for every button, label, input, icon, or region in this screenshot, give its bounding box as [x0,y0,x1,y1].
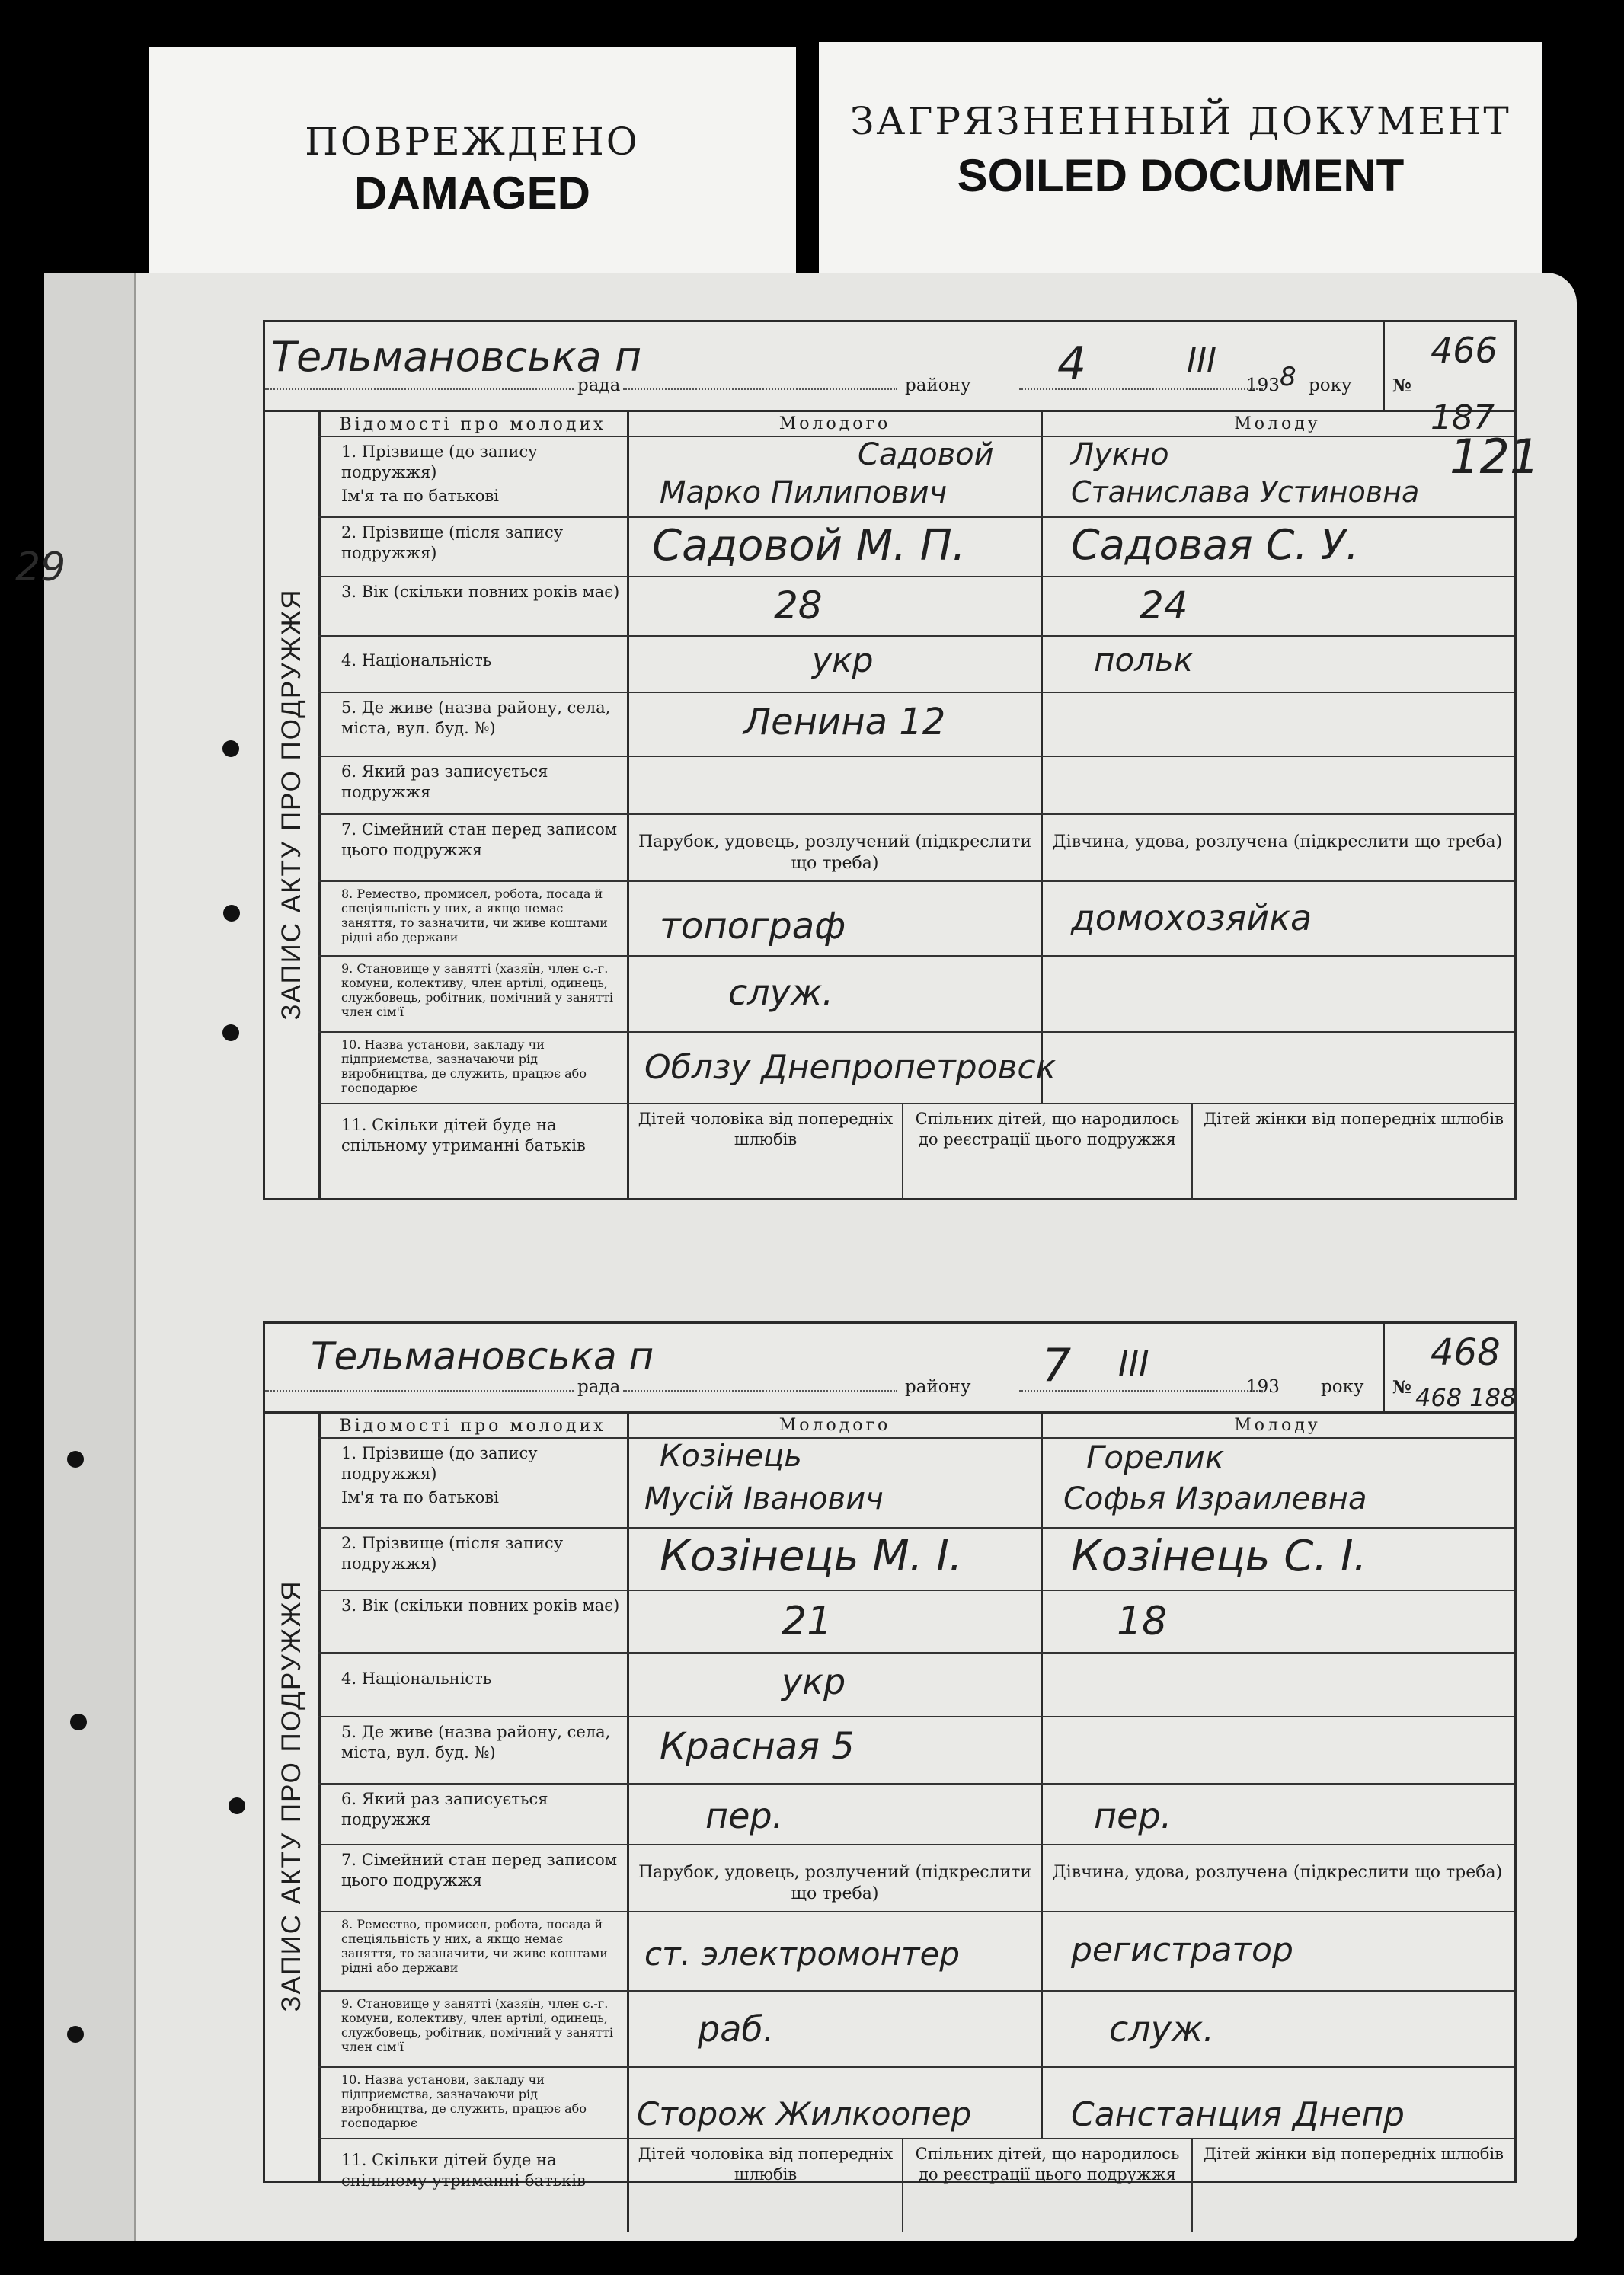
roku-label: року [1321,1377,1364,1397]
row-4 [318,635,1514,693]
row-7-label: 7. Сімейний стан перед записом цього подружжя [318,1845,629,1912]
date-day: 4 [1057,337,1087,391]
date-day: 7 [1042,1339,1072,1392]
bride-marital-status: Дівчина, удова, розлучена (підкреслити що треба) [1052,832,1503,852]
year-prefix: 193 [1246,1377,1280,1397]
row-6-label: 6. Який раз записується подружжя [318,1785,629,1845]
column-label-header: Відомості про молодих [318,1411,629,1437]
column-header-row [318,410,1514,436]
side-title-column [265,410,321,1198]
column-groom-header: Молодого [629,1411,1043,1437]
row-3-label: 3. Вік (скільки повних років має) [318,1591,629,1654]
groom-marital-status: Парубок, удовець, розлучений (підкреслити що треба) [638,832,1032,873]
row-4-label: 4. Національність [318,1654,629,1717]
row-1 [318,1437,1514,1529]
column-bride-header: Молоду [1234,1416,1321,1435]
row-4-label: 4. Національність [318,637,629,693]
side-title: ЗАПИС АКТУ ПРО ПОДРУЖЖЯ [277,1580,306,2012]
kids-common: Спільних дітей, що народилось до реєстрації цього подружжя [903,2139,1193,2232]
record-number-tertiary: 121 [1450,429,1540,484]
row-6 [318,756,1514,815]
row-1b-label: Ім'я та по батькові [341,487,499,505]
groom-surname-before: Садовой [858,437,994,472]
rada-name: Тельмановська п [271,333,642,381]
rayonu-label: району [905,375,971,395]
row-7 [318,813,1514,882]
bride-occupation: регистратор [1071,1931,1293,1970]
row-11 [318,1103,1514,1200]
bride-times: пер. [1094,1795,1172,1836]
roku-label: року [1309,375,1352,395]
damaged-label-en: DAMAGED [354,168,590,219]
groom-nationality: укр [782,1661,846,1702]
groom-nationality: укр [812,641,874,680]
year-prefix: 193 [1246,375,1280,395]
row-1-label [318,1439,629,1529]
row-1a-label: 1. Прізвище (до запису подружжя) [341,443,538,481]
bride-names [1041,1439,1514,1529]
row-9 [318,955,1514,1033]
record-grid [318,410,1514,1198]
marriage-record-1 [263,320,1540,1200]
row-6-label: 6. Який раз записується подружжя [318,757,629,815]
bride-surname-before: Лукно [1071,437,1169,472]
column-label-header: Відомості про молодих [318,410,629,436]
bride-institution: Санстанция Днепр [1071,2095,1405,2134]
column-groom-header: Молодого [629,410,1043,436]
bride-surname-after: Козінець С. І. [1071,1532,1367,1581]
row-7 [318,1844,1514,1912]
groom-institution: Облзу Днепропетровск [644,1048,1057,1087]
groom-institution: Сторож Жилкоопер [637,2095,972,2133]
groom-surname-after: Козінець М. І. [660,1532,963,1581]
row-8 [318,1911,1514,1992]
row-7-label: 7. Сімейний стан перед записом цього подружжя [318,815,629,882]
row-10-label: 10. Назва установи, закладу чи підприємства, зазначаючи рід виробництва, де служить, працює або господарює [318,1033,629,1104]
record-number-box [1383,322,1514,437]
row-4 [318,1652,1514,1717]
row-2-label: 2. Прізвище (після запису подружжя) [318,1529,629,1591]
bride-age: 18 [1117,1599,1168,1644]
groom-age: 28 [774,583,823,628]
bride-position: служ. [1109,2008,1214,2050]
groom-times: пер. [705,1795,784,1836]
row-9-label: 9. Становище у занятті (хазяїн, член с.-г. комуни, колективу, член артілі, одинець, службовець, робітник, помічний у занятті член сім'ї [318,957,629,1033]
row-2-label: 2. Прізвище (після запису подружжя) [318,518,629,577]
groom-position: раб. [698,2008,775,2050]
bride-occupation: домохозяйка [1071,897,1312,938]
row-11-label: 11. Скільки дітей буде на спільному утриманні батьків [318,1104,629,1200]
groom-age: 21 [782,1599,833,1644]
groom-residence: Красная 5 [660,1725,855,1768]
groom-surname-after: Садовой М. П. [652,521,966,570]
groom-names [629,437,1043,518]
punch-hole [67,1451,84,1468]
record-number: 468 [1431,1331,1501,1374]
row-10 [318,1031,1514,1104]
groom-occupation: топограф [660,905,846,947]
kids-groom: Дітей чоловіка від попередніх шлюбів [629,1104,903,1200]
row-11-label: 11. Скільки дітей буде на спільному утриманні батьків [318,2139,629,2232]
soiled-label-card [819,42,1542,286]
bride-marital-status: Дівчина, удова, розлучена (підкреслити що треба) [1052,1863,1503,1882]
record-number-secondary: 468 188 [1415,1383,1517,1412]
row-9 [318,1990,1514,2068]
kids-bride: Дітей жінки від попередніх шлюбів [1204,1110,1504,1128]
soiled-label-en: SOILED DOCUMENT [957,150,1405,201]
kids-bride: Дітей жінки від попередніх шлюбів [1204,2145,1504,2163]
row-3-label: 3. Вік (скільки повних років має) [318,577,629,637]
row-1a-label: 1. Прізвище (до запису подружжя) [341,1444,538,1483]
damaged-label-ru: ПОВРЕЖДЕНО [305,120,640,164]
record-grid [318,1411,1514,2190]
punch-hole [223,905,240,922]
row-6 [318,1783,1514,1845]
row-10-label: 10. Назва установи, закладу чи підприємства, зазначаючи рід виробництва, де служить, працює або господарює [318,2068,629,2139]
row-3 [318,576,1514,637]
row-3 [318,1590,1514,1654]
kids-groom: Дітей чоловіка від попередніх шлюбів [629,2139,903,2232]
soiled-label-ru: ЗАГРЯЗНЕННЫЙ ДОКУМЕНТ [850,99,1511,143]
year-suffix: 8 [1280,362,1296,392]
margin-note: 29 [15,545,66,590]
date-month: III [1118,1343,1149,1384]
punch-hole [222,1024,239,1041]
number-sign: № [1392,375,1411,396]
groom-occupation: ст. электромонтер [644,1935,960,1973]
column-header-row [318,1411,1514,1437]
row-5-label: 5. Де живе (назва району, села, міста, вул. буд. №) [318,693,629,757]
punch-hole [70,1714,87,1730]
punch-hole [67,2026,84,2043]
bride-name: Станислава Устиновна [1071,475,1420,509]
column-bride-header: Молоду [1234,414,1321,433]
record-number-secondary: 187 [1431,398,1495,437]
row-1-label [318,437,629,518]
row-5 [318,692,1514,757]
groom-marital-status: Парубок, удовець, розлучений (підкреслити що треба) [638,1863,1032,1903]
punch-hole [229,1797,245,1814]
row-2 [318,1527,1514,1591]
row-8 [318,880,1514,957]
row-8-label: 8. Ремество, промисел, робота, посада й спеціяльність у них, а якщо немає заняття, то зазначити, чи живе коштами рідні або держави [318,882,629,957]
record-number-box [1383,1324,1517,1412]
groom-names [629,1439,1043,1529]
row-1 [318,436,1514,518]
rada-label: рада [577,1377,621,1397]
rada-label: рада [577,375,621,395]
side-title: ЗАПИС АКТУ ПРО ПОДРУЖЖЯ [277,587,306,1021]
row-10 [318,2066,1514,2139]
rayonu-label: району [905,1377,971,1397]
row-8-label: 8. Ремество, промисел, робота, посада й спеціяльність у них, а якщо немає заняття, то зазначити, чи живе коштами рідні або держави [318,1912,629,1992]
marriage-record-2 [263,1321,1517,2190]
bride-nationality: польк [1094,641,1194,679]
row-5-label: 5. Де живе (назва району, села, міста, вул. буд. №) [318,1717,629,1785]
record-number: 466 [1431,330,1498,371]
side-title-column [265,1411,321,2181]
bride-age: 24 [1140,583,1188,628]
row-9-label: 9. Становище у занятті (хазяїн, член с.-г. комуни, колективу, член артілі, одинець, службовець, робітник, помічний у занятті член сім'ї [318,1992,629,2068]
bride-names [1041,437,1514,518]
rada-name: Тельмановська п [311,1334,654,1379]
bride-name: Софья Израилевна [1063,1481,1367,1516]
damaged-label-card [149,47,796,276]
groom-position: служ. [728,972,833,1013]
bride-surname-before: Горелик [1086,1439,1225,1476]
kids-common: Спільних дітей, що народилось до реєстрації цього подружжя [903,1104,1193,1200]
row-5 [318,1716,1514,1785]
record-header [265,1324,1517,1414]
groom-name: Мусій Іванович [644,1481,884,1516]
row-11 [318,2138,1514,2232]
groom-residence: Ленина 12 [743,701,946,743]
row-1b-label: Ім'я та по батькові [341,1488,499,1507]
bride-surname-after: Садовая С. У. [1071,521,1359,569]
groom-surname-before: Козінець [660,1439,802,1474]
number-sign: № [1392,1377,1411,1398]
row-2 [318,516,1514,577]
date-month: III [1187,341,1216,380]
punch-hole [222,740,239,757]
groom-name: Марко Пилипович [660,475,948,510]
